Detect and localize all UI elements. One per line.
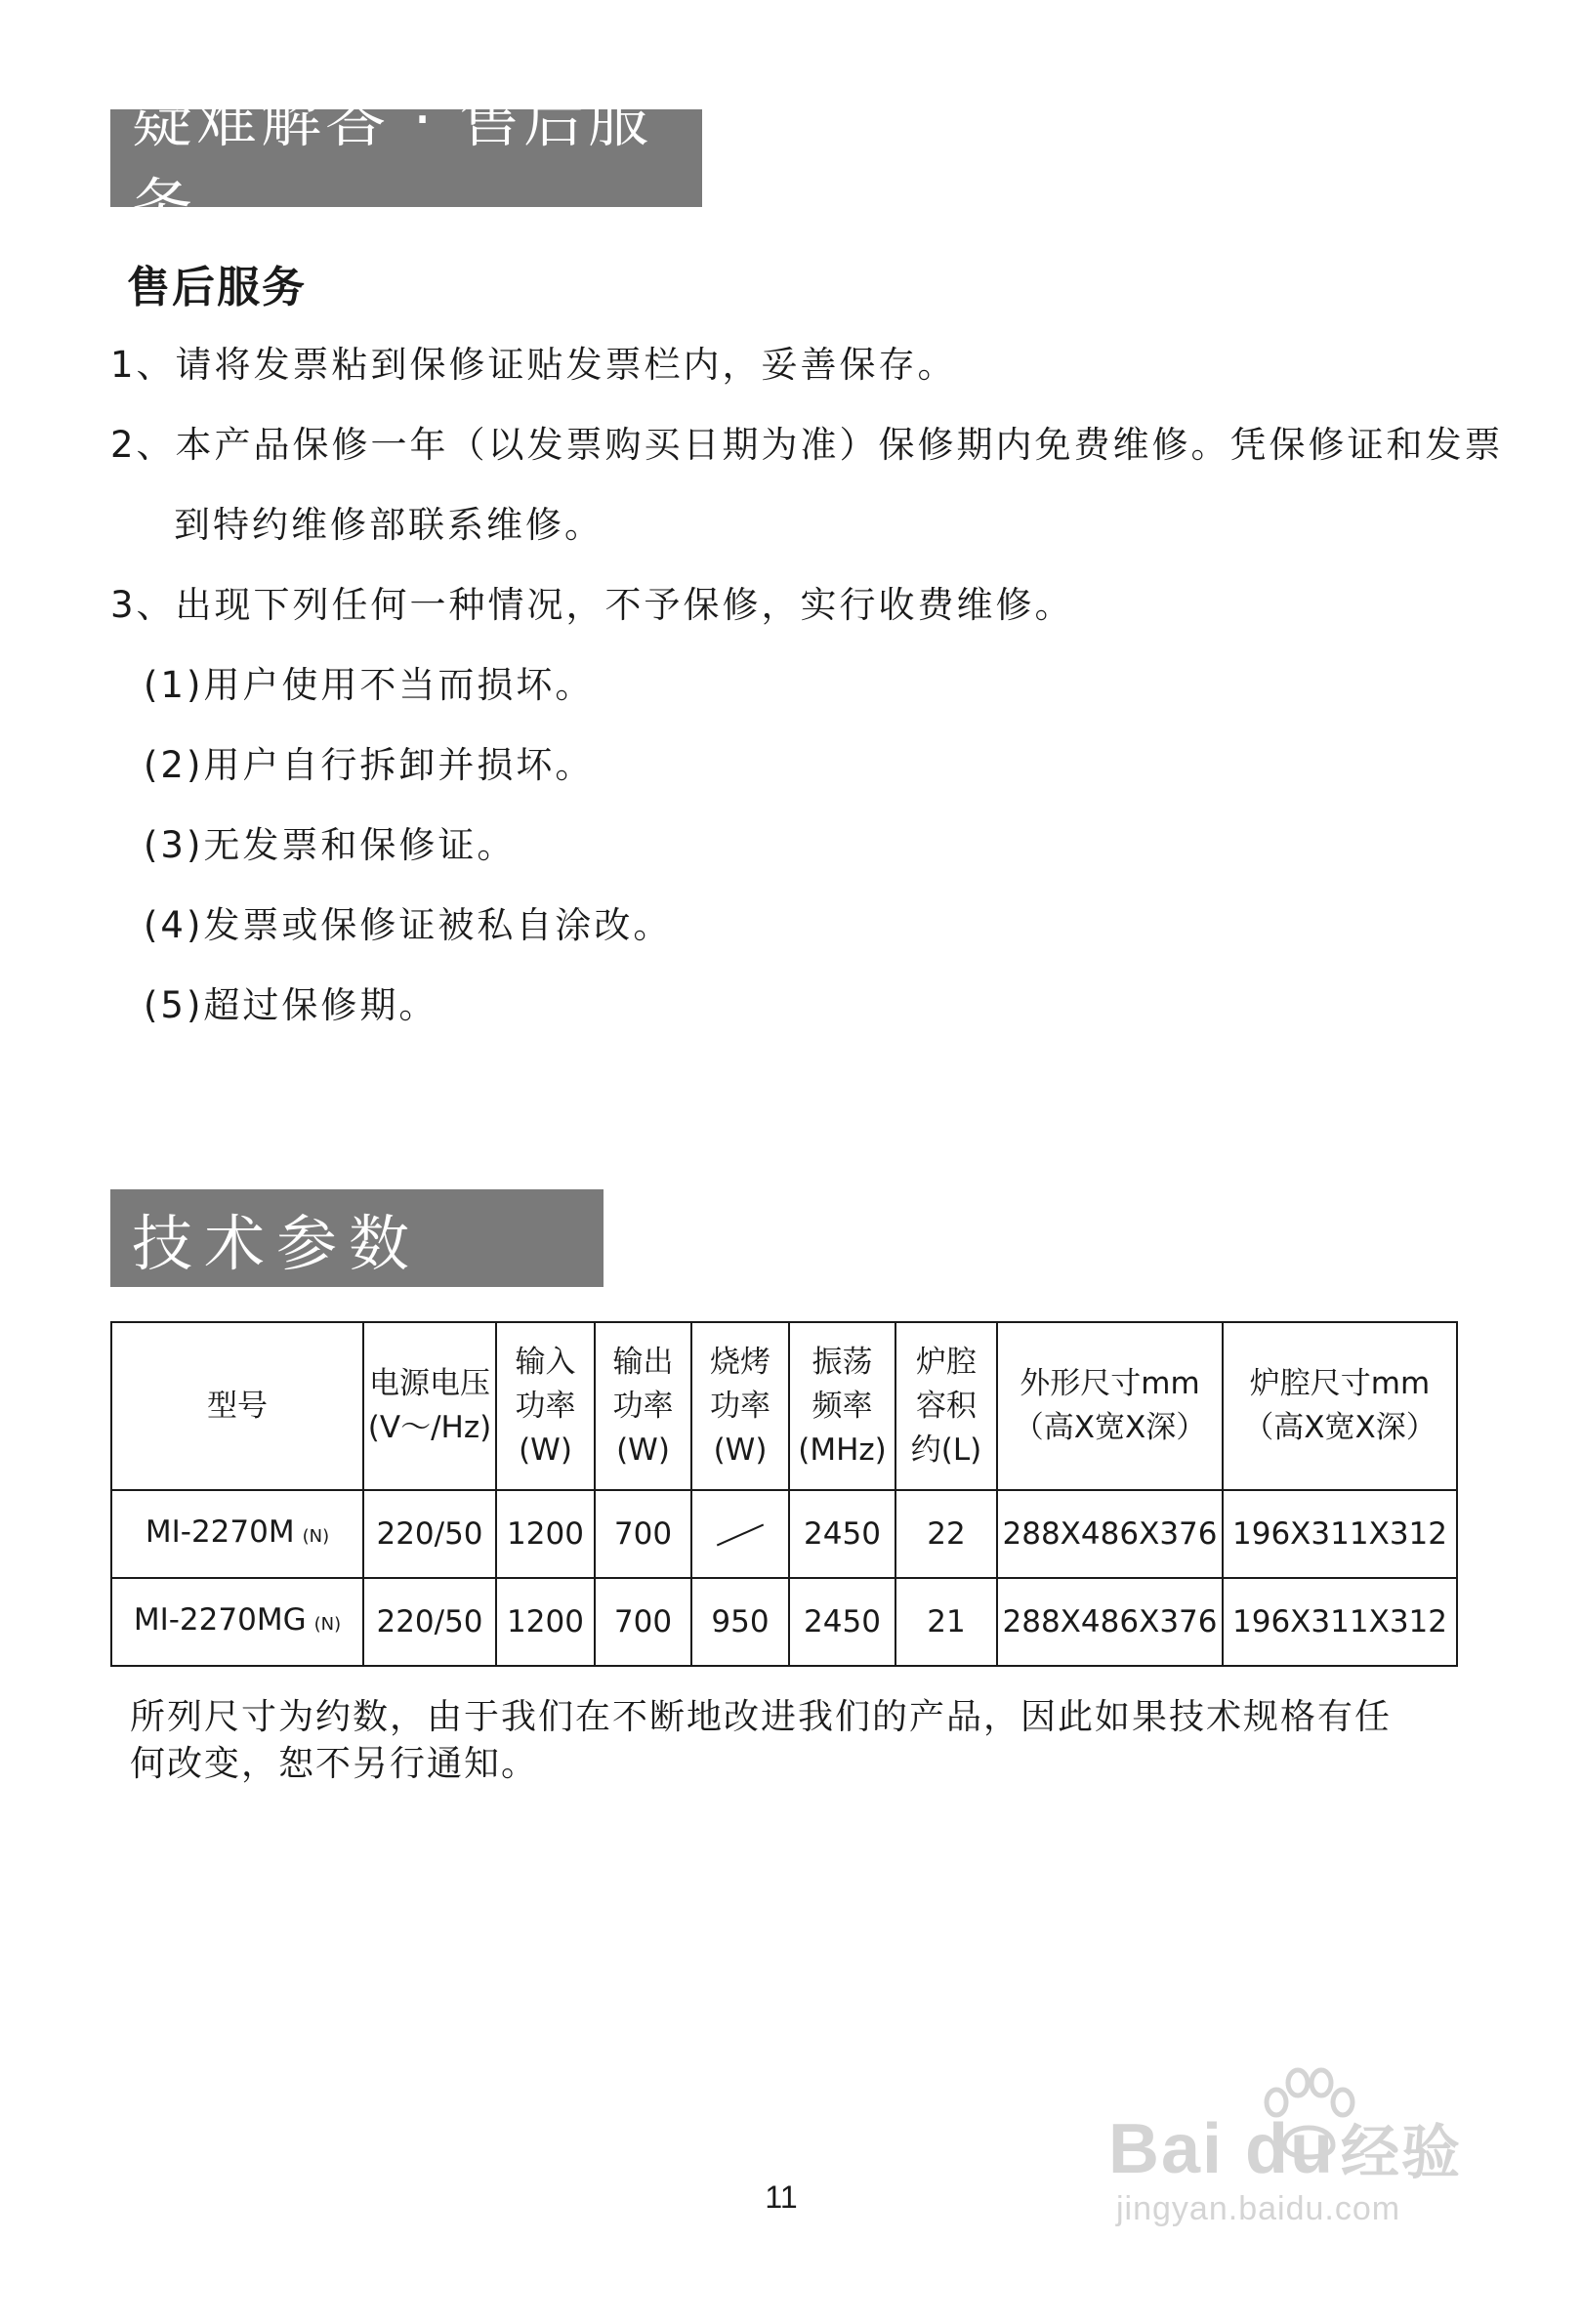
note-line: 何改变，恕不另行通知。 — [130, 1744, 539, 1784]
cell-outer-dimensions: 288X486X376 — [997, 1490, 1223, 1578]
exclusion-item-1: (1)用户使用不当而损坏。 — [144, 664, 595, 706]
exclusion-item-5: (5)超过保修期。 — [144, 984, 438, 1026]
section-banner-troubleshooting-service — [110, 84, 702, 242]
cell-output-power: 700 — [595, 1578, 691, 1666]
cell-frequency: 2450 — [789, 1490, 895, 1578]
cell-frequency: 2450 — [789, 1578, 895, 1666]
cell-model: MI-2270MG (N) — [111, 1578, 363, 1666]
cell-voltage: 220/50 — [363, 1578, 496, 1666]
cell-cavity-dimensions: 196X311X312 — [1223, 1578, 1457, 1666]
baidu-jingyan-watermark — [1108, 2065, 1479, 2236]
watermark-url: jingyan.baidu.com — [1116, 2190, 1401, 2227]
cell-voltage: 220/50 — [363, 1490, 496, 1578]
exclusion-item-4: (4)发票或保修证被私自涂改。 — [144, 904, 673, 946]
service-item-3: 3、出现下列任何一种情况，不予保修，实行收费维修。 — [110, 584, 1074, 626]
header-outer-dimensions: 外形尺寸mm （高X宽X深） — [997, 1322, 1223, 1490]
header-voltage: 电源电压 (V～/Hz) — [363, 1322, 496, 1490]
banner-title: 疑难解答 · 售后服务 — [132, 84, 653, 242]
header-frequency: 振荡 频率 (MHz) — [789, 1322, 895, 1490]
cell-grill-power: 950 — [691, 1578, 789, 1666]
spec-disclaimer-note — [130, 1694, 1458, 1788]
header-output-power: 输出 功率 (W) — [595, 1322, 691, 1490]
cell-capacity: 21 — [895, 1578, 997, 1666]
header-capacity: 炉腔 容积 约(L) — [895, 1322, 997, 1490]
table-row — [111, 1578, 1457, 1666]
cell-cavity-dimensions: 196X311X312 — [1223, 1490, 1457, 1578]
cell-model: MI-2270M (N) — [111, 1490, 363, 1578]
subheading-after-sales-service: 售后服务 — [127, 263, 307, 312]
service-item-1: 1、请将发票粘到保修证贴发票栏内，妥善保存。 — [110, 344, 957, 386]
header-input-power: 输入 功率 (W) — [496, 1322, 595, 1490]
page-number: 11 — [765, 2179, 798, 2215]
header-model: 型号 — [111, 1322, 363, 1490]
spec-table — [110, 1321, 1458, 1667]
cell-capacity: 22 — [895, 1490, 997, 1578]
cell-grill-power-none — [691, 1490, 789, 1578]
table-row — [111, 1490, 1457, 1578]
watermark-logo: Bai du 经验 — [1108, 2110, 1463, 2188]
banner-title: 技术参数 — [132, 1207, 422, 1279]
cell-outer-dimensions: 288X486X376 — [997, 1578, 1223, 1666]
cell-input-power: 1200 — [496, 1578, 595, 1666]
service-item-2: 2、本产品保修一年（以发票购买日期为准）保修期内免费维修。凭保修证和发票 — [110, 424, 1504, 466]
cell-output-power: 700 — [595, 1490, 691, 1578]
model-suffix: (N) — [313, 1613, 342, 1635]
service-item-2-continued: 到特约维修部联系维修。 — [174, 504, 604, 546]
cell-input-power: 1200 — [496, 1490, 595, 1578]
header-cavity-dimensions: 炉腔尺寸mm （高X宽X深） — [1223, 1322, 1457, 1490]
section-banner-technical-specs — [110, 1189, 604, 1287]
model-suffix: (N) — [302, 1525, 330, 1547]
exclusion-item-2: (2)用户自行拆卸并损坏。 — [144, 744, 595, 786]
exclusion-item-3: (3)无发票和保修证。 — [144, 824, 517, 866]
note-line: 所列尺寸为约数，由于我们在不断地改进我们的产品，因此如果技术规格有任 — [130, 1697, 1393, 1737]
header-grill-power: 烧烤 功率 (W) — [691, 1322, 789, 1490]
not-applicable-slash — [717, 1524, 764, 1547]
table-header-row — [111, 1322, 1457, 1490]
